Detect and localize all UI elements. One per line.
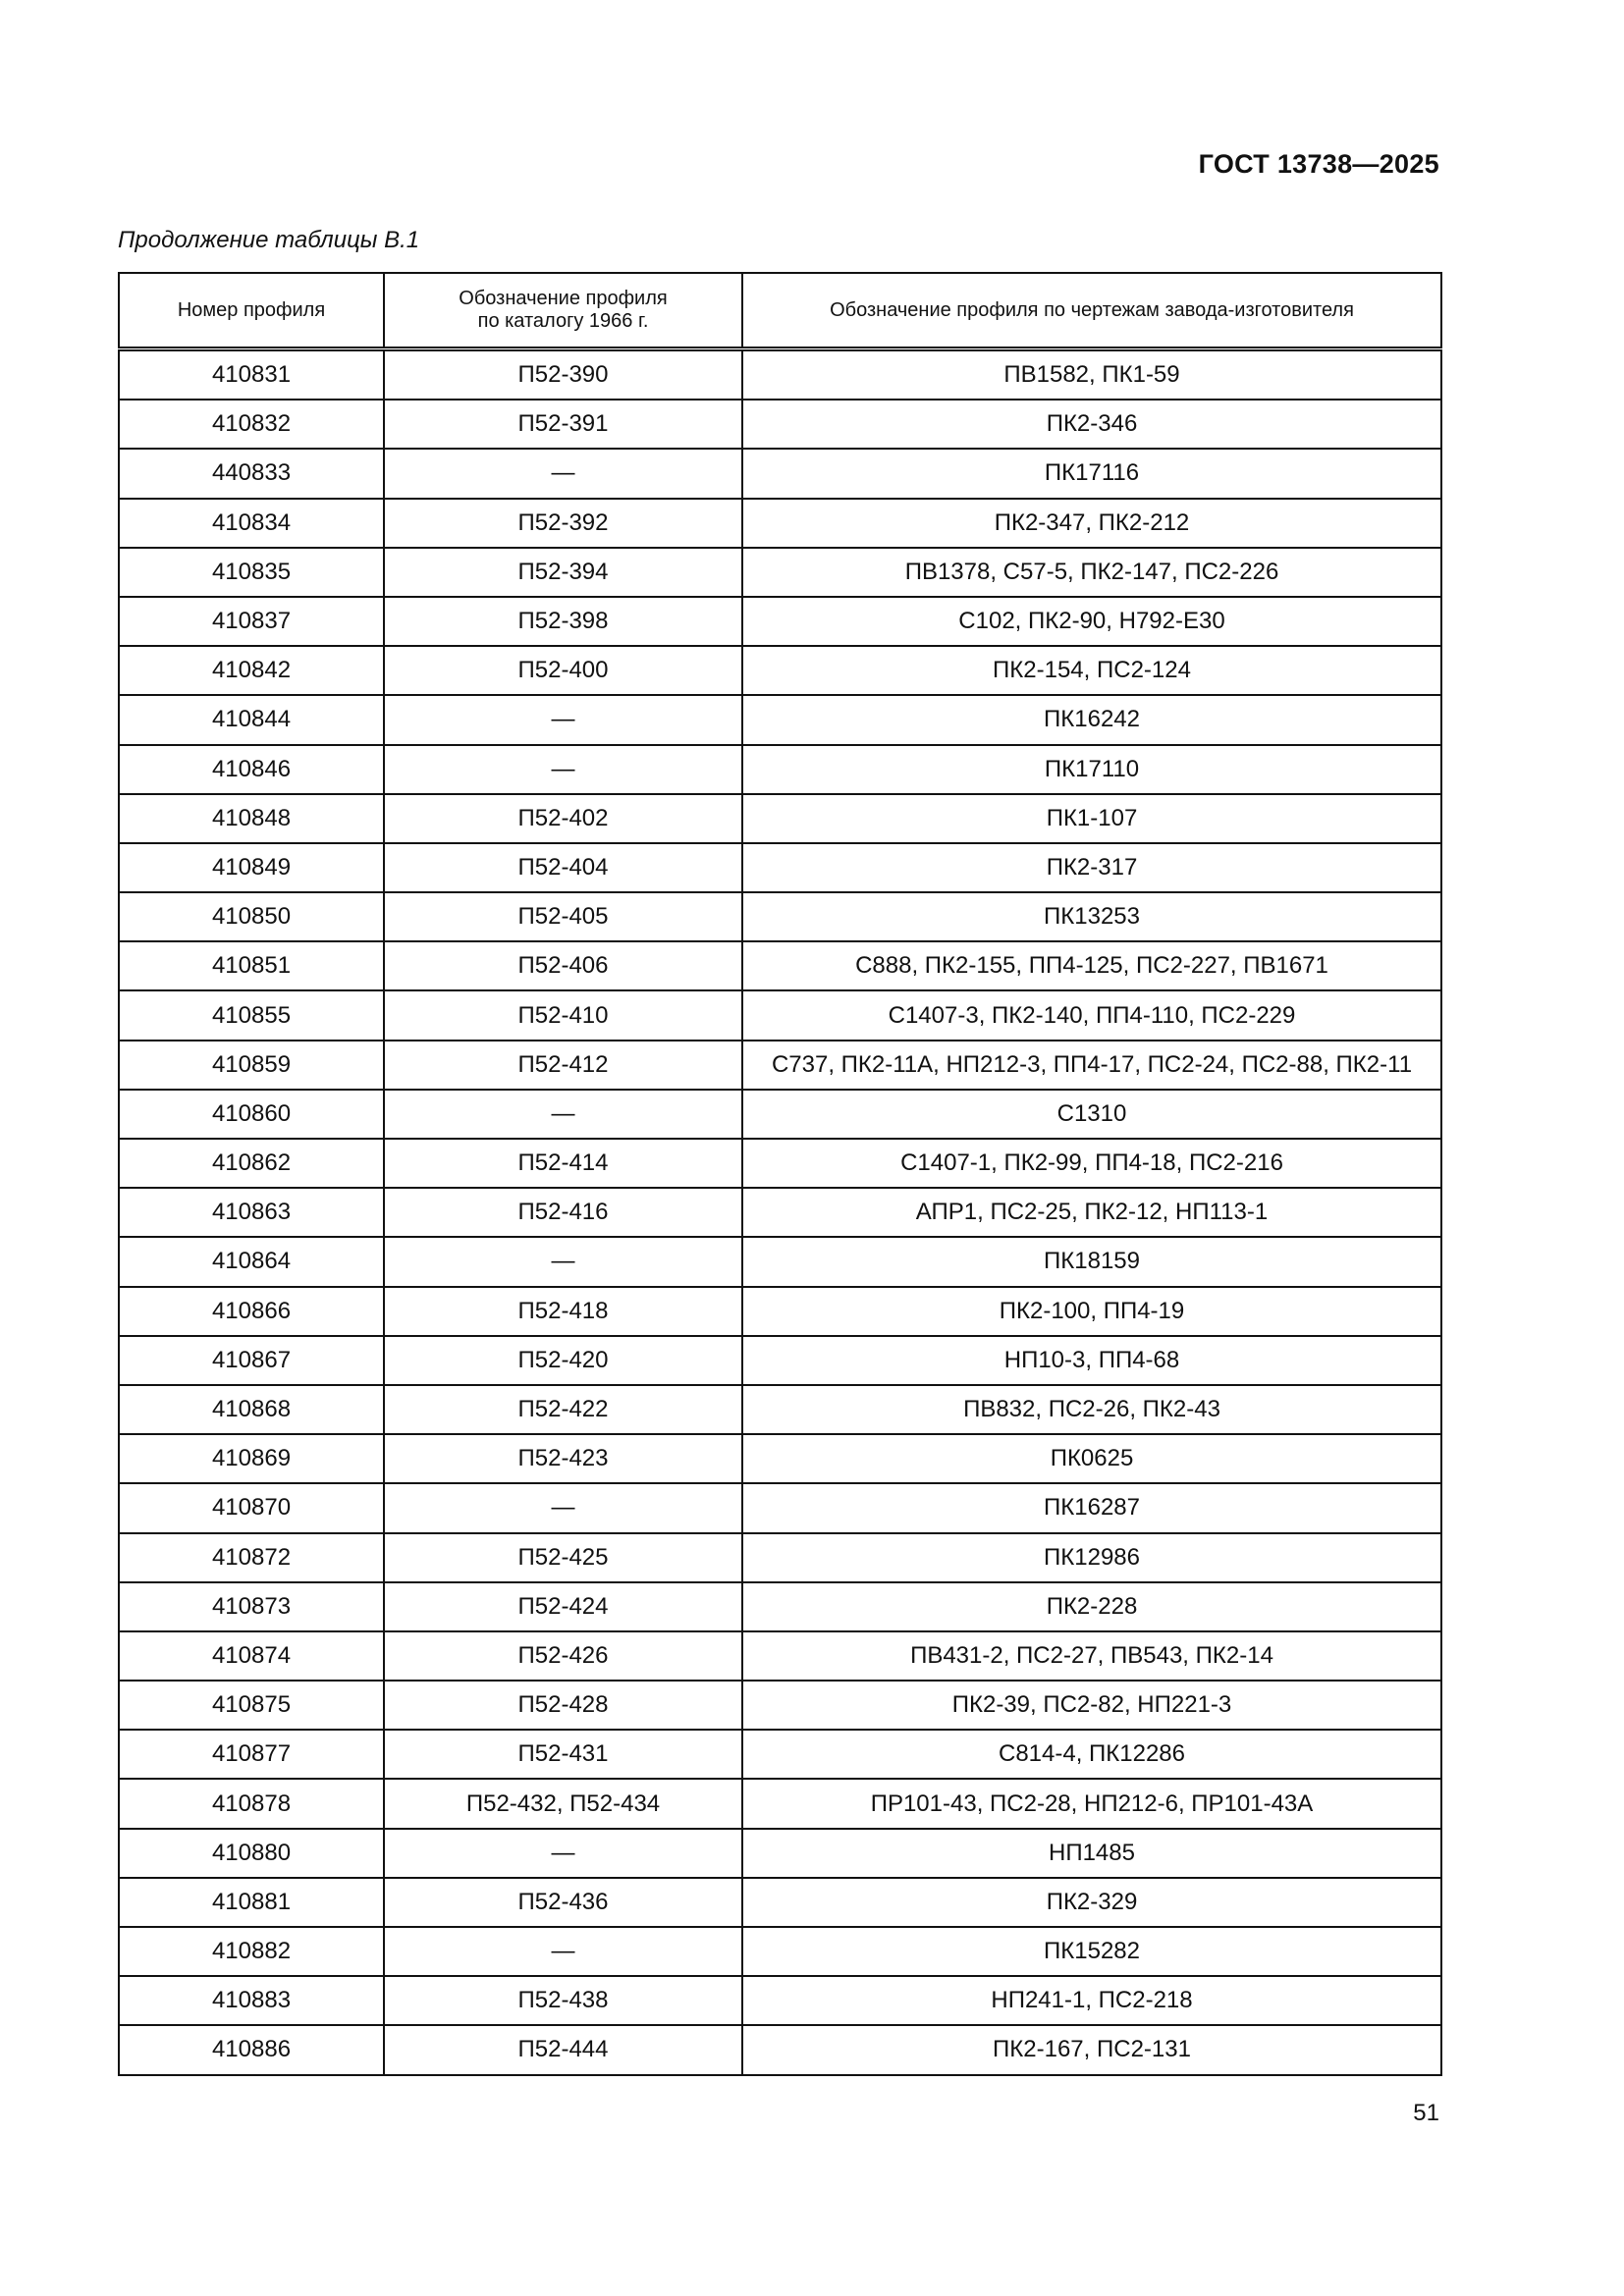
table-row (119, 794, 1441, 843)
manufacturer-designation-cell: НП1485 (742, 1829, 1441, 1878)
profile-number-cell: 410863 (119, 1188, 384, 1237)
catalog-designation-cell: П52-432, П52-434 (384, 1779, 742, 1828)
column-header-text: Обозначение профиля по чертежам завода-изготовителя (830, 298, 1354, 321)
table-row (119, 1483, 1441, 1532)
catalog-designation-cell: — (384, 1090, 742, 1139)
column-header-manufacturer-drawings (742, 273, 1441, 349)
profile-number-cell: 410873 (119, 1582, 384, 1631)
profile-number-cell: 410878 (119, 1779, 384, 1828)
catalog-designation-cell: П52-400 (384, 646, 742, 695)
catalog-designation-cell: — (384, 695, 742, 744)
catalog-designation-cell: — (384, 745, 742, 794)
table-row (119, 843, 1441, 892)
catalog-designation-cell: — (384, 1483, 742, 1532)
profile-number-cell: 410874 (119, 1631, 384, 1681)
manufacturer-designation-cell: ПК18159 (742, 1237, 1441, 1286)
manufacturer-designation-cell: С737, ПК2-11А, НП212-3, ПП4-17, ПС2-24, ПС2-88, ПК2-11 (742, 1041, 1441, 1090)
table-row (119, 1188, 1441, 1237)
column-header-catalog-1966 (384, 273, 742, 349)
table-row (119, 990, 1441, 1040)
catalog-designation-cell: П52-412 (384, 1041, 742, 1090)
document-code: ГОСТ 13738—2025 (1198, 149, 1439, 179)
page-number: 51 (1413, 2100, 1439, 2126)
manufacturer-designation-cell: ПК15282 (742, 1927, 1441, 1976)
table-row (119, 1385, 1441, 1434)
profile-number-cell: 410831 (119, 349, 384, 400)
catalog-designation-cell: П52-426 (384, 1631, 742, 1681)
table-row (119, 1927, 1441, 1976)
catalog-designation-cell: П52-418 (384, 1287, 742, 1336)
table-row (119, 1237, 1441, 1286)
column-header-profile-number (119, 273, 384, 349)
manufacturer-designation-cell: ПК2-167, ПС2-131 (742, 2025, 1441, 2074)
profile-number-cell: 410846 (119, 745, 384, 794)
profile-number-cell: 410849 (119, 843, 384, 892)
profile-number-cell: 440833 (119, 449, 384, 498)
catalog-designation-cell: П52-436 (384, 1878, 742, 1927)
manufacturer-designation-cell: ПК2-100, ПП4-19 (742, 1287, 1441, 1336)
profile-number-cell: 410886 (119, 2025, 384, 2074)
profile-number-cell: 410832 (119, 400, 384, 449)
manufacturer-designation-cell: ПВ431-2, ПС2-27, ПВ543, ПК2-14 (742, 1631, 1441, 1681)
manufacturer-designation-cell: ПК2-154, ПС2-124 (742, 646, 1441, 695)
table-row (119, 1533, 1441, 1582)
table-row (119, 695, 1441, 744)
manufacturer-designation-cell: ПК17116 (742, 449, 1441, 498)
table-row (119, 1829, 1441, 1878)
profile-number-cell: 410868 (119, 1385, 384, 1434)
catalog-designation-cell: П52-398 (384, 597, 742, 646)
profile-number-cell: 410859 (119, 1041, 384, 1090)
table-row (119, 1582, 1441, 1631)
manufacturer-designation-cell: С814-4, ПК12286 (742, 1730, 1441, 1779)
catalog-designation-cell: П52-402 (384, 794, 742, 843)
catalog-designation-cell: П52-416 (384, 1188, 742, 1237)
table-row (119, 1878, 1441, 1927)
profile-number-cell: 410877 (119, 1730, 384, 1779)
catalog-designation-cell: П52-405 (384, 892, 742, 941)
manufacturer-designation-cell: ПК16287 (742, 1483, 1441, 1532)
catalog-designation-cell: П52-423 (384, 1434, 742, 1483)
table-row (119, 349, 1441, 400)
table-row (119, 597, 1441, 646)
manufacturer-designation-cell: С1310 (742, 1090, 1441, 1139)
manufacturer-designation-cell: С888, ПК2-155, ПП4-125, ПС2-227, ПВ1671 (742, 941, 1441, 990)
catalog-designation-cell: П52-431 (384, 1730, 742, 1779)
table-row (119, 892, 1441, 941)
manufacturer-designation-cell: ПК2-329 (742, 1878, 1441, 1927)
table-row (119, 646, 1441, 695)
catalog-designation-cell: П52-390 (384, 349, 742, 400)
table-row (119, 449, 1441, 498)
table-row (119, 400, 1441, 449)
catalog-designation-cell: П52-410 (384, 990, 742, 1040)
column-header-text: по каталогу 1966 г. (477, 310, 649, 332)
catalog-designation-cell: П52-438 (384, 1976, 742, 2025)
manufacturer-designation-cell: С1407-1, ПК2-99, ПП4-18, ПС2-216 (742, 1139, 1441, 1188)
manufacturer-designation-cell: ПК2-317 (742, 843, 1441, 892)
profile-number-cell: 410837 (119, 597, 384, 646)
profile-number-cell: 410834 (119, 499, 384, 548)
profile-number-cell: 410862 (119, 1139, 384, 1188)
manufacturer-designation-cell: С102, ПК2-90, Н792-Е30 (742, 597, 1441, 646)
profile-number-cell: 410872 (119, 1533, 384, 1582)
table-row (119, 548, 1441, 597)
table-body (119, 349, 1441, 2075)
profile-number-cell: 410851 (119, 941, 384, 990)
profile-number-cell: 410875 (119, 1681, 384, 1730)
profile-number-cell: 410869 (119, 1434, 384, 1483)
catalog-designation-cell: — (384, 1237, 742, 1286)
manufacturer-designation-cell: ПК0625 (742, 1434, 1441, 1483)
profile-number-cell: 410881 (119, 1878, 384, 1927)
table-row (119, 1287, 1441, 1336)
catalog-designation-cell: П52-414 (384, 1139, 742, 1188)
profile-number-cell: 410844 (119, 695, 384, 744)
profile-number-cell: 410882 (119, 1927, 384, 1976)
table-row (119, 1681, 1441, 1730)
profile-number-cell: 410883 (119, 1976, 384, 2025)
manufacturer-designation-cell: ПК2-347, ПК2-212 (742, 499, 1441, 548)
column-header-text: Номер профиля (177, 298, 326, 321)
profile-number-cell: 410866 (119, 1287, 384, 1336)
table-caption: Продолжение таблицы В.1 (118, 227, 420, 253)
table-row (119, 1631, 1441, 1681)
profile-number-cell: 410880 (119, 1829, 384, 1878)
manufacturer-designation-cell: ПВ1582, ПК1-59 (742, 349, 1441, 400)
catalog-designation-cell: П52-420 (384, 1336, 742, 1385)
table-row (119, 1976, 1441, 2025)
profile-number-cell: 410835 (119, 548, 384, 597)
catalog-designation-cell: П52-424 (384, 1582, 742, 1631)
table-row (119, 499, 1441, 548)
table-row (119, 1434, 1441, 1483)
manufacturer-designation-cell: ПВ1378, С57-5, ПК2-147, ПС2-226 (742, 548, 1441, 597)
catalog-designation-cell: П52-404 (384, 843, 742, 892)
table-row (119, 2025, 1441, 2074)
catalog-designation-cell: П52-391 (384, 400, 742, 449)
header-row (119, 273, 1441, 349)
manufacturer-designation-cell: ПК1-107 (742, 794, 1441, 843)
catalog-designation-cell: П52-444 (384, 2025, 742, 2074)
profile-number-cell: 410855 (119, 990, 384, 1040)
table-header (119, 273, 1441, 349)
profile-number-cell: 410848 (119, 794, 384, 843)
catalog-designation-cell: — (384, 1927, 742, 1976)
profile-number-cell: 410867 (119, 1336, 384, 1385)
table-row (119, 745, 1441, 794)
manufacturer-designation-cell: НП10-3, ПП4-68 (742, 1336, 1441, 1385)
manufacturer-designation-cell: АПР1, ПС2-25, ПК2-12, НП113-1 (742, 1188, 1441, 1237)
manufacturer-designation-cell: ПК16242 (742, 695, 1441, 744)
profile-number-cell: 410860 (119, 1090, 384, 1139)
catalog-designation-cell: П52-425 (384, 1533, 742, 1582)
catalog-designation-cell: П52-428 (384, 1681, 742, 1730)
manufacturer-designation-cell: ПК2-39, ПС2-82, НП221-3 (742, 1681, 1441, 1730)
catalog-designation-cell: — (384, 1829, 742, 1878)
manufacturer-designation-cell: ПК2-346 (742, 400, 1441, 449)
manufacturer-designation-cell: ПК12986 (742, 1533, 1441, 1582)
profile-number-cell: 410842 (119, 646, 384, 695)
manufacturer-designation-cell: ПР101-43, ПС2-28, НП212-6, ПР101-43А (742, 1779, 1441, 1828)
table-row (119, 1041, 1441, 1090)
catalog-designation-cell: П52-392 (384, 499, 742, 548)
manufacturer-designation-cell: ПВ832, ПС2-26, ПК2-43 (742, 1385, 1441, 1434)
catalog-designation-cell: П52-406 (384, 941, 742, 990)
manufacturer-designation-cell: С1407-3, ПК2-140, ПП4-110, ПС2-229 (742, 990, 1441, 1040)
table-row (119, 1730, 1441, 1779)
manufacturer-designation-cell: ПК17110 (742, 745, 1441, 794)
table-row (119, 1779, 1441, 1828)
catalog-designation-cell: — (384, 449, 742, 498)
table-row (119, 941, 1441, 990)
manufacturer-designation-cell: ПК13253 (742, 892, 1441, 941)
profile-number-cell: 410864 (119, 1237, 384, 1286)
profile-table (118, 272, 1442, 2076)
profile-number-cell: 410870 (119, 1483, 384, 1532)
profile-number-cell: 410850 (119, 892, 384, 941)
table-row (119, 1336, 1441, 1385)
manufacturer-designation-cell: НП241-1, ПС2-218 (742, 1976, 1441, 2025)
manufacturer-designation-cell: ПК2-228 (742, 1582, 1441, 1631)
column-header-text: Обозначение профиля (459, 288, 668, 309)
table-row (119, 1139, 1441, 1188)
table-row (119, 1090, 1441, 1139)
catalog-designation-cell: П52-394 (384, 548, 742, 597)
catalog-designation-cell: П52-422 (384, 1385, 742, 1434)
